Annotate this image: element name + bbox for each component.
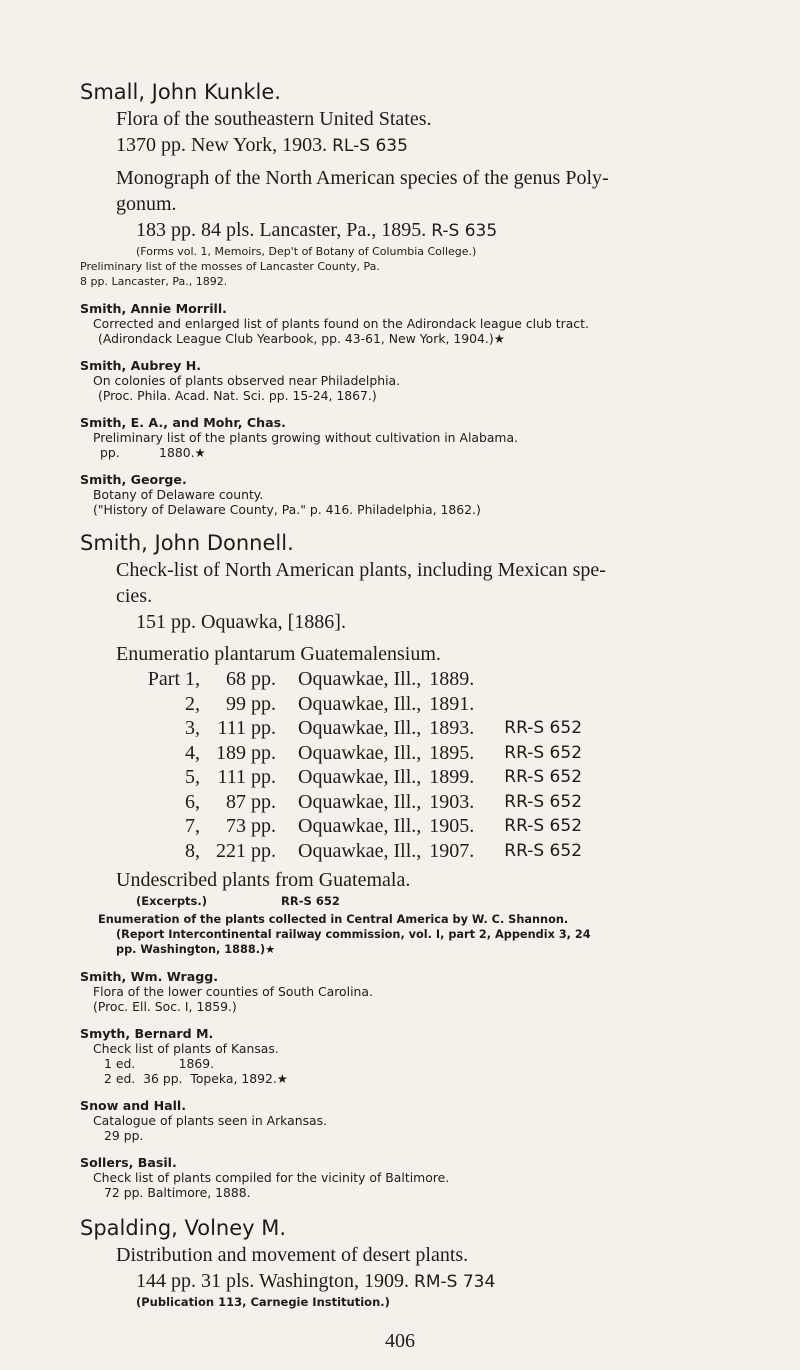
part-year: 1903. (429, 790, 475, 813)
work-imprint: 151 pp. Oquawka, [1886]. (136, 611, 346, 633)
part-row (140, 716, 582, 741)
entry-smyth (80, 1026, 792, 1086)
work-imprint: pp. 1880.★ (100, 445, 206, 460)
edition-line: 1 ed. 1869. (104, 1056, 215, 1071)
work-imprint: 183 pp. 84 pls. Lancaster, Pa., 1895. (136, 219, 427, 241)
part-row (140, 667, 582, 692)
work-note: (Forms vol. 1, Memoirs, Dep't of Botany of Columbia College.) (136, 245, 477, 258)
part-pages: 221 pp. (216, 839, 276, 862)
work-note: (Publication 113, Carnegie Institution.) (136, 1295, 390, 1309)
call-number (504, 667, 582, 692)
work-title: Check list of plants compiled for the vicinity of Baltimore. (93, 1170, 450, 1185)
part-place: Oquawkae, Ill., (298, 717, 422, 739)
part-number: 3, (185, 717, 200, 739)
part-year: 1907. (429, 839, 475, 862)
work-title: Preliminary list of the plants growing without cultivation in Alabama. (93, 430, 519, 445)
call-number: RR-S 652 (504, 791, 583, 812)
entry-author: Smith, Aubrey H. (80, 358, 202, 373)
part-number: 8, (185, 839, 200, 862)
part-row (140, 765, 582, 790)
entry-author: Sollers, Basil. (80, 1155, 177, 1170)
work-imprint: 29 pp. (104, 1128, 144, 1143)
entry-sollers (80, 1155, 792, 1200)
part-place: Oquawkae, Ill., (298, 839, 422, 862)
work-title: Check-list of North American plants, including Mexican spe- (116, 559, 606, 581)
work-note: (Report Intercontinental railway commission, vol. I, part 2, Appendix 3, 24 (116, 928, 591, 941)
work-imprint: 8 pp. Lancaster, Pa., 1892. (80, 275, 228, 288)
work-imprint: 72 pp. Baltimore, 1888. (104, 1185, 251, 1200)
entry-spalding (80, 1214, 792, 1310)
part-pages: 111 pp. (217, 766, 276, 788)
entry-author: Small, John Kunkle. (80, 80, 281, 104)
part-place: Oquawkae, Ill., (298, 692, 422, 715)
part-pages: 111 pp. (217, 717, 276, 739)
work-title: Enumeration of the plants collected in Central America by W. C. Shannon. (98, 913, 569, 926)
part-year: 1899. (429, 766, 475, 788)
work-title: On colonies of plants observed near Philadelphia. (93, 373, 401, 388)
entry-smith-george (80, 472, 792, 517)
work-title: Monograph of the North American species of the genus Poly- (116, 167, 609, 189)
bibliography-page (80, 78, 792, 1310)
work-title: Corrected and enlarged list of plants found on the Adirondack league club tract. (93, 316, 589, 331)
entry-author: Smith, George. (80, 472, 187, 487)
work-note: (Proc. Ell. Soc. I, 1859.) (93, 999, 237, 1014)
part-pages: 68 pp. (226, 668, 276, 690)
work-title: Flora of the lower counties of South Carolina. (93, 984, 373, 999)
entry-snow-hall (80, 1098, 792, 1143)
work-imprint: 144 pp. 31 pls. Washington, 1909. (136, 1270, 410, 1292)
call-number: RL-S 635 (332, 136, 408, 156)
part-number: 7, (185, 815, 200, 837)
page-number: 406 (385, 1330, 415, 1352)
part-year: 1893. (429, 717, 475, 739)
work-title: Botany of Delaware county. (93, 487, 264, 502)
work-title-cont: cies. (116, 585, 153, 607)
part-pages: 87 pp. (226, 790, 276, 813)
entry-small-john (80, 78, 792, 289)
call-number: RR-S 652 (504, 840, 583, 861)
part-row (140, 839, 582, 864)
part-pages: 73 pp. (226, 815, 276, 837)
part-place: Oquawkae, Ill., (298, 668, 422, 690)
part-row (140, 790, 582, 815)
part-number: 4, (185, 741, 200, 764)
work-title: Catalogue of plants seen in Arkansas. (93, 1113, 328, 1128)
call-number: RR-S 652 (504, 742, 583, 763)
part-number: 2, (185, 692, 200, 715)
part-number: 6, (185, 790, 200, 813)
part-year: 1905. (429, 815, 475, 837)
work-note: (Proc. Phila. Acad. Nat. Sci. pp. 15-24, 1867.) (98, 388, 377, 403)
part-pages: 189 pp. (216, 741, 276, 764)
call-number: RR-S 652 (281, 894, 340, 908)
entry-smith-annie (80, 301, 792, 346)
work-title: Undescribed plants from Guatemala. (116, 869, 411, 891)
part-number: Part 1, (147, 668, 200, 690)
part-row (140, 814, 582, 839)
work-note: ("History of Delaware County, Pa." p. 416. Philadelphia, 1862.) (93, 502, 481, 517)
part-place: Oquawkae, Ill., (298, 790, 422, 813)
entry-author: Smith, Annie Morrill. (80, 301, 227, 316)
edition-line: 2 ed. 36 pp. Topeka, 1892.★ (104, 1071, 288, 1086)
entry-author: Smith, John Donnell. (80, 531, 294, 555)
part-number: 5, (185, 766, 200, 788)
part-year: 1895. (429, 741, 475, 764)
work-title: Flora of the southeastern United States. (116, 108, 432, 130)
call-number: R-S 635 (431, 221, 498, 241)
entry-author: Spalding, Volney M. (80, 1216, 287, 1240)
work-note: (Excerpts.) (136, 894, 208, 908)
work-note: pp. Washington, 1888.)★ (116, 943, 276, 956)
entry-author: Snow and Hall. (80, 1098, 187, 1113)
call-number: RR-S 652 (504, 816, 583, 836)
entry-smith-mohr (80, 415, 792, 460)
part-place: Oquawkae, Ill., (298, 741, 422, 764)
entry-author: Smith, E. A., and Mohr, Chas. (80, 415, 286, 430)
work-title-cont: gonum. (116, 193, 177, 215)
call-number: RR-S 652 (504, 718, 583, 738)
entry-smith-wragg (80, 969, 792, 1014)
parts-table (140, 667, 582, 863)
work-title: Preliminary list of the mosses of Lancaster County, Pa. (80, 260, 380, 273)
part-place: Oquawkae, Ill., (298, 815, 422, 837)
work-title: Enumeratio plantarum Guatemalensium. (116, 643, 441, 665)
work-note: (Adirondack League Club Yearbook, pp. 43-61, New York, 1904.)★ (98, 331, 505, 346)
entry-smith-aubrey (80, 358, 792, 403)
call-number (504, 692, 582, 717)
work-title: Distribution and movement of desert plants. (116, 1244, 469, 1266)
part-year: 1891. (429, 692, 475, 715)
part-place: Oquawkae, Ill., (298, 766, 422, 788)
entry-smith-john-donnell (80, 529, 792, 957)
call-number: RM-S 734 (414, 1272, 496, 1292)
call-number: RR-S 652 (504, 767, 583, 787)
work-title: Check list of plants of Kansas. (93, 1041, 279, 1056)
part-row (140, 692, 582, 717)
entry-author: Smith, Wm. Wragg. (80, 969, 219, 984)
part-row (140, 741, 582, 766)
part-pages: 99 pp. (226, 692, 276, 715)
part-year: 1889. (429, 668, 475, 690)
work-imprint: 1370 pp. New York, 1903. (116, 134, 328, 156)
entry-author: Smyth, Bernard M. (80, 1026, 214, 1041)
